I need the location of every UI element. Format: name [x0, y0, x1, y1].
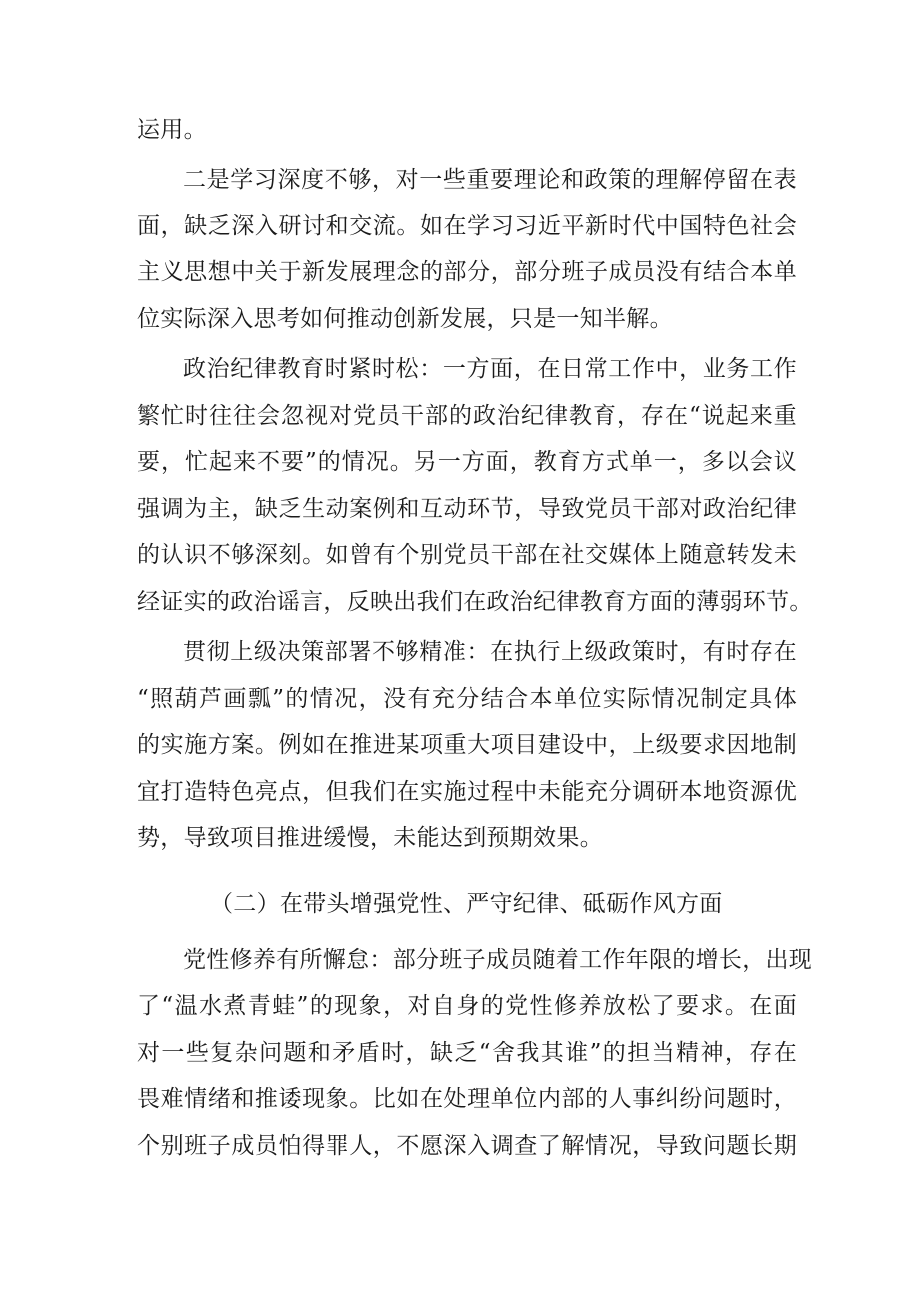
text-line: 势，导致项目推进缓慢，未能达到预期效果。: [137, 825, 603, 851]
text-line: “照葫芦画瓢”的情况，没有充分结合本单位实际情况制定具体: [137, 686, 797, 712]
text-line: 党性修养有所懈怠：部分班子成员随着工作年限的增长，出现: [183, 947, 813, 973]
text-line: 畏难情绪和推诿现象。比如在处理单位内部的人事纠纷问题时，: [137, 1086, 797, 1112]
text-line: 个别班子成员怕得罪人，不愿深入调查了解情况，导致问题长期: [137, 1133, 797, 1159]
text-line: 繁忙时往往会忽视对党员干部的政治纪律教育，存在“说起来重: [137, 403, 797, 429]
text-line: 二是学习深度不够，对一些重要理论和政策的理解停留在表: [183, 167, 797, 193]
text-line: 宜打造特色亮点，但我们在实施过程中未能充分调研本地资源优: [137, 779, 797, 805]
text-line: 强调为主，缺乏生动案例和互动环节，导致党员干部对政治纪律: [137, 496, 797, 522]
text-line: 要，忙起来不要”的情况。另一方面，教育方式单一，多以会议: [137, 449, 797, 475]
text-line: 主义思想中关于新发展理念的部分，部分班子成员没有结合本单: [137, 259, 797, 285]
text-line: 运用。: [137, 117, 207, 143]
text-line: 对一些复杂问题和矛盾时，缺乏“舍我其谁”的担当精神，存在: [137, 1040, 797, 1066]
text-line: 面，缺乏深入研讨和交流。如在学习习近平新时代中国特色社会: [137, 213, 797, 239]
text-line: 的认识不够深刻。如曾有个别党员干部在社交媒体上随意转发未: [137, 542, 797, 568]
section-heading: （二）在带头增强党性、严守纪律、砥砺作风方面: [210, 891, 723, 917]
text-line: 位实际深入思考如何推动创新发展，只是一知半解。: [137, 306, 673, 332]
text-line: 政治纪律教育时紧时松：一方面，在日常工作中，业务工作: [183, 356, 797, 382]
text-line: 了“温水煮青蛙”的现象，对自身的党性修养放松了要求。在面: [137, 993, 797, 1019]
text-line: 的实施方案。例如在推进某项重大项目建设中，上级要求因地制: [137, 732, 797, 758]
text-line: 贯彻上级决策部署不够精准：在执行上级政策时，有时存在: [183, 639, 797, 665]
text-line: 经证实的政治谣言，反映出我们在政治纪律教育方面的薄弱环节。: [137, 589, 813, 615]
